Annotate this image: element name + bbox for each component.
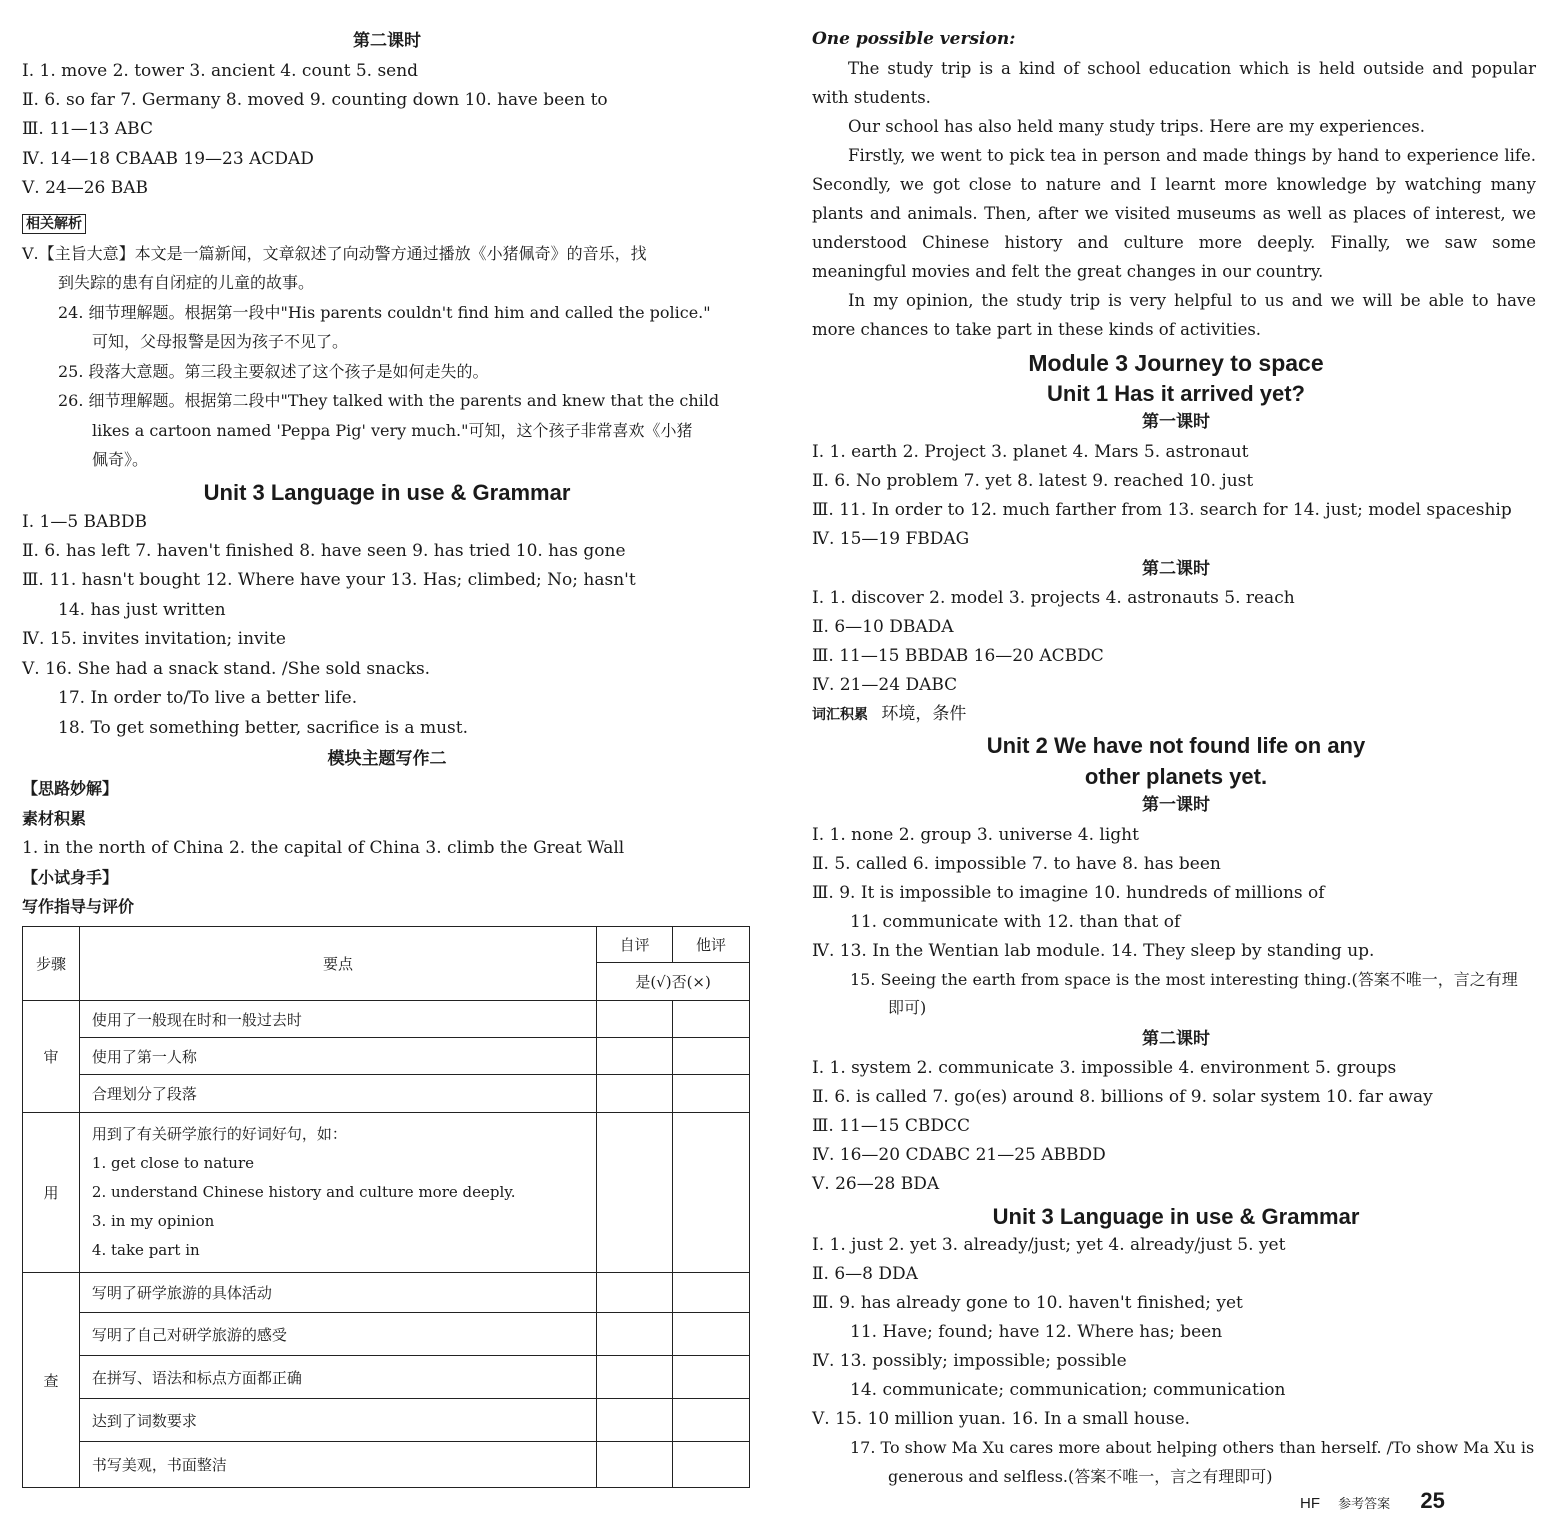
self-eval-cell[interactable] [597, 1273, 673, 1313]
thinking-label: 【思路妙解】 [22, 779, 119, 798]
answer-line: Ⅳ. 16—20 CDABC 21—25 ABBDD [812, 1145, 1106, 1165]
essay-paragraph: Our school has also held many study trips. Here are my experiences. [848, 117, 1425, 136]
self-eval-cell[interactable] [597, 1313, 673, 1356]
vocab-label: 词汇积累 [812, 707, 868, 723]
answer-line: Ⅰ. 1. just 2. yet 3. already/just; yet 4. already/just 5. yet [812, 1235, 1286, 1255]
analysis-line: 26. 细节理解题。根据第二段中"They talked with the parents and knew that the child [58, 391, 720, 410]
answer-line: Ⅳ. 13. possibly; impossible; possible [812, 1351, 1127, 1371]
essay-paragraph: In my opinion, the study trip is very helpful to us and we will be able to have more chances to take part in these kinds of activities. [812, 291, 1536, 339]
other-eval-cell[interactable] [673, 1313, 750, 1356]
table-row: 使用了第一人称 [79, 1038, 596, 1075]
answer-line: Ⅳ. 13. In the Wentian lab module. 14. They sleep by standing up. [812, 941, 1375, 961]
answer-line: Ⅱ. 6. is called 7. go(es) around 8. billions of 9. solar system 10. far away [812, 1087, 1433, 1107]
essay-paragraph: Firstly, we went to pick tea in person and made things by hand to experience life. Secondly, we got close to nature and I learnt more knowledge by watching many plants and animals. Then, after we visited museums as well as places of interest, we understood Chinese history and culture more deeply. Finally, we saw some meaningful movies and felt the great changes in our country. [812, 146, 1536, 281]
table-row: 在拼写、语法和标点方面都正确 [79, 1356, 596, 1399]
table-row-line: 2. understand Chinese history and culture more deeply. [91, 1183, 516, 1201]
m3u2-lesson2-title: 第二课时 [1142, 1029, 1210, 1049]
page-number: 25 [1420, 1488, 1445, 1513]
analysis-line: 25. 段落大意题。第三段主要叙述了这个孩子是如何走失的。 [58, 362, 489, 381]
material-line: 1. in the north of China 2. the capital of China 3. climb the Great Wall [22, 838, 625, 858]
self-eval-cell[interactable] [597, 1038, 673, 1075]
col-self: 自评 [597, 927, 673, 963]
other-eval-cell[interactable] [673, 1075, 750, 1113]
step-label: 查 [23, 1273, 80, 1488]
m3u1-lesson1-title: 第一课时 [1142, 412, 1210, 432]
answer-line: Ⅰ. 1. earth 2. Project 3. planet 4. Mars 5. astronaut [812, 442, 1249, 462]
answer-line: Ⅱ. 6. so far 7. Germany 8. moved 9. counting down 10. have been to [22, 90, 608, 110]
table-row-line: 4. take part in [91, 1241, 200, 1259]
answer-line: Ⅰ. 1. move 2. tower 3. ancient 4. count 5. send [22, 61, 419, 81]
table-row-line: 用到了有关研学旅行的好词好句，如： [91, 1125, 347, 1143]
answer-line: Ⅲ. 11—15 CBDCC [812, 1116, 971, 1136]
try-label: 【小试身手】 [22, 868, 119, 887]
answer-line: 18. To get something better, sacrifice is a must. [58, 718, 469, 738]
answer-line: Ⅲ. 11. In order to 12. much farther from 13. search for 14. just; model spaceship [812, 500, 1512, 520]
step-label: 用 [23, 1113, 80, 1273]
other-eval-cell[interactable] [673, 1356, 750, 1399]
m3u1-title: Unit 1 Has it arrived yet? [1047, 381, 1305, 406]
answer-line: Ⅲ. 9. It is impossible to imagine 10. hundreds of millions of [812, 883, 1325, 903]
m3u2-title: other planets yet. [1084, 764, 1268, 789]
module3-title: Module 3 Journey to space [1028, 350, 1324, 376]
analysis-line: Ⅴ.【主旨大意】本文是一篇新闻，文章叙述了向动警方通过播放《小猪佩奇》的音乐，找 [22, 244, 647, 263]
analysis-label: 相关解析 [22, 212, 86, 234]
page-footer [1300, 1488, 1445, 1514]
answer-line: 11. communicate with 12. than that of [850, 912, 1181, 932]
answer-line: Ⅰ. 1. system 2. communicate 3. impossible 4. environment 5. groups [812, 1058, 1397, 1078]
self-eval-cell[interactable] [597, 1075, 673, 1113]
table-row: 写明了研学旅游的具体活动 [79, 1273, 596, 1313]
answer-line: Ⅴ. 16. She had a snack stand. /She sold snacks. [22, 659, 431, 679]
col-points: 要点 [79, 927, 596, 1001]
analysis-line: 到失踪的患有自闭症的儿童的故事。 [58, 273, 315, 292]
m3u3-title: Unit 3 Language in use & Grammar [992, 1204, 1360, 1229]
other-eval-cell[interactable] [673, 1273, 750, 1313]
footer-label: 参考答案 [1338, 1497, 1391, 1512]
answer-line: Ⅲ. 11. hasn't bought 12. Where have your 13. Has; climbed; No; hasn't [22, 570, 636, 590]
lesson2-title: 第二课时 [353, 31, 421, 51]
table-row [79, 1113, 596, 1273]
m3u1-lesson2-title: 第二课时 [1142, 559, 1210, 579]
answer-line: Ⅴ. 26—28 BDA [812, 1174, 940, 1194]
answer-line: 17. To show Ma Xu cares more about helping others than herself. /To show Ma Xu is [850, 1438, 1535, 1457]
vocab-text: 环境，条件 [881, 704, 967, 724]
answer-line: Ⅱ. 6—10 DBADA [812, 617, 954, 637]
self-eval-cell[interactable] [597, 1113, 673, 1273]
other-eval-cell[interactable] [673, 1399, 750, 1442]
col-yesno: 是(√)否(×) [597, 963, 750, 1001]
self-eval-cell[interactable] [597, 1442, 673, 1488]
self-eval-cell[interactable] [597, 1356, 673, 1399]
answer-line: 11. Have; found; have 12. Where has; been [850, 1322, 1223, 1342]
footer-code: HF [1300, 1495, 1320, 1512]
writing-title: 模块主题写作二 [327, 749, 447, 769]
answer-line: Ⅰ. 1. none 2. group 3. universe 4. light [812, 825, 1139, 845]
answer-line: Ⅴ. 15. 10 million yuan. 16. In a small house. [812, 1409, 1191, 1429]
m3u2-lesson1-title: 第一课时 [1142, 795, 1210, 815]
analysis-line: 佩奇》。 [92, 450, 149, 469]
material-label: 素材积累 [22, 809, 87, 828]
answer-line: 即可) [888, 998, 927, 1017]
answer-line: 14. has just written [58, 600, 226, 620]
answer-line: Ⅱ. 5. called 6. impossible 7. to have 8. has been [812, 854, 1221, 874]
analysis-line: likes a cartoon named 'Peppa Pig' very much."可知，这个孩子非常喜欢《小猪 [92, 421, 693, 440]
evaluation-table [22, 926, 750, 1488]
col-other: 他评 [673, 927, 750, 963]
analysis-line: 可知，父母报警是因为孩子不见了。 [92, 332, 349, 351]
self-eval-cell[interactable] [597, 1399, 673, 1442]
table-row: 写明了自己对研学旅游的感受 [79, 1313, 596, 1356]
guide-label: 写作指导与评价 [22, 897, 135, 916]
other-eval-cell[interactable] [673, 1442, 750, 1488]
answer-line: Ⅱ. 6—8 DDA [812, 1264, 918, 1284]
answer-line: Ⅳ. 14—18 CBAAB 19—23 ACDAD [22, 149, 314, 169]
col-step: 步骤 [23, 927, 80, 1001]
other-eval-cell[interactable] [673, 1113, 750, 1273]
self-eval-cell[interactable] [597, 1001, 673, 1038]
answer-line: 17. In order to/To live a better life. [58, 688, 358, 708]
step-label: 审 [23, 1001, 80, 1113]
answer-line: generous and selfless.(答案不唯一，言之有理即可) [888, 1467, 1273, 1486]
table-row: 达到了词数要求 [79, 1399, 596, 1442]
answer-line: Ⅲ. 11—15 BBDAB 16—20 ACBDC [812, 646, 1104, 666]
table-row-line: 1. get close to nature [91, 1154, 255, 1172]
answer-line: Ⅰ. 1—5 BABDB [22, 512, 147, 532]
table-row-line: 3. in my opinion [91, 1212, 215, 1230]
vocab-line [812, 703, 966, 725]
answer-line: 14. communicate; communication; communication [850, 1380, 1286, 1400]
version-label: One possible version: [812, 29, 1016, 49]
answer-line: Ⅱ. 6. has left 7. haven't finished 8. have seen 9. has tried 10. has gone [22, 541, 626, 561]
answer-line: Ⅲ. 9. has already gone to 10. haven't finished; yet [812, 1293, 1243, 1313]
answer-line: Ⅱ. 6. No problem 7. yet 8. latest 9. reached 10. just [812, 471, 1254, 491]
table-row: 合理划分了段落 [79, 1075, 596, 1113]
answer-line: Ⅰ. 1. discover 2. model 3. projects 4. astronauts 5. reach [812, 588, 1295, 608]
answer-line: Ⅳ. 15. invites invitation; invite [22, 629, 286, 649]
table-row: 书写美观，书面整洁 [79, 1442, 596, 1488]
m3u2-title: Unit 2 We have not found life on any [986, 733, 1366, 758]
answer-line: 15. Seeing the earth from space is the most interesting thing.(答案不唯一，言之有理 [850, 970, 1518, 989]
other-eval-cell[interactable] [673, 1001, 750, 1038]
answer-line: Ⅳ. 15—19 FBDAG [812, 529, 970, 549]
answer-line: Ⅳ. 21—24 DABC [812, 675, 958, 695]
unit3-title: Unit 3 Language in use & Grammar [203, 480, 571, 505]
answer-line: Ⅲ. 11—13 ABC [22, 119, 153, 139]
essay-paragraph: The study trip is a kind of school education which is held outside and popular with students. [812, 59, 1536, 107]
answer-line: Ⅴ. 24—26 BAB [22, 178, 149, 198]
analysis-line: 24. 细节理解题。根据第一段中"His parents couldn't find him and called the police." [58, 303, 711, 322]
table-row: 使用了一般现在时和一般过去时 [79, 1001, 596, 1038]
other-eval-cell[interactable] [673, 1038, 750, 1075]
